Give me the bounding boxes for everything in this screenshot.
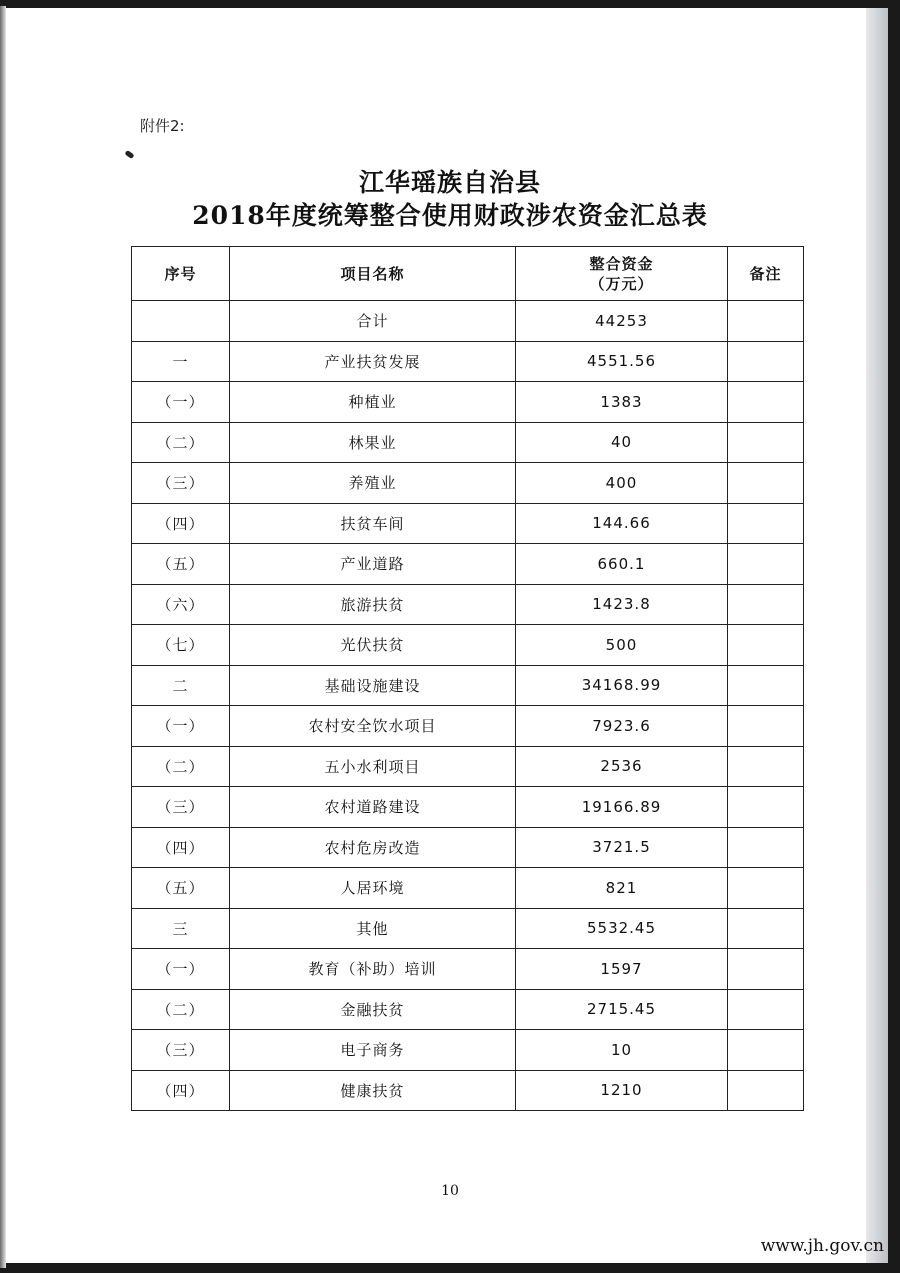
- table-row: [132, 1030, 804, 1071]
- cell-remark: [728, 422, 804, 463]
- cell-remark: [728, 341, 804, 382]
- attachment-label: 附件2:: [140, 117, 185, 135]
- table-row: [132, 382, 804, 423]
- cell-seq: （二）: [132, 422, 230, 463]
- cell-funds: 44253: [516, 301, 728, 342]
- cell-project-name: 种植业: [230, 382, 516, 423]
- table-row: [132, 1070, 804, 1111]
- table-row: [132, 908, 804, 949]
- page-number: 10: [441, 1183, 459, 1199]
- cell-project-name: 养殖业: [230, 463, 516, 504]
- cell-seq: 二: [132, 665, 230, 706]
- cell-project-name: 农村道路建设: [230, 787, 516, 828]
- cell-funds: 2715.45: [516, 989, 728, 1030]
- document-title-line1: 江华瑶族自治县: [358, 168, 541, 197]
- cell-funds: 2536: [516, 746, 728, 787]
- cell-seq: （二）: [132, 746, 230, 787]
- cell-funds: 5532.45: [516, 908, 728, 949]
- table-row: [132, 665, 804, 706]
- cell-remark: [728, 908, 804, 949]
- cell-remark: [728, 463, 804, 504]
- funds-summary-table: [131, 246, 804, 1111]
- cell-project-name: 健康扶贫: [230, 1070, 516, 1111]
- cell-project-name: 光伏扶贫: [230, 625, 516, 666]
- cell-seq: 三: [132, 908, 230, 949]
- cell-remark: [728, 625, 804, 666]
- cell-funds: 10: [516, 1030, 728, 1071]
- cell-funds: 40: [516, 422, 728, 463]
- cell-seq: （三）: [132, 787, 230, 828]
- cell-seq: （三）: [132, 1030, 230, 1071]
- table-row: [132, 301, 804, 342]
- table-row: [132, 625, 804, 666]
- cell-project-name: 电子商务: [230, 1030, 516, 1071]
- cell-project-name: 产业扶贫发展: [230, 341, 516, 382]
- cell-project-name: 教育（补助）培训: [230, 949, 516, 990]
- cell-remark: [728, 382, 804, 423]
- cell-seq: （四）: [132, 1070, 230, 1111]
- cell-funds: 821: [516, 868, 728, 909]
- cell-remark: [728, 949, 804, 990]
- header-funds: [516, 247, 728, 301]
- cell-seq: 一: [132, 341, 230, 382]
- cell-funds: 19166.89: [516, 787, 728, 828]
- table-row: [132, 422, 804, 463]
- table-row: [132, 827, 804, 868]
- cell-funds: 1597: [516, 949, 728, 990]
- cell-remark: [728, 301, 804, 342]
- cell-project-name: 五小水利项目: [230, 746, 516, 787]
- cell-funds: 1423.8: [516, 584, 728, 625]
- cell-seq: （二）: [132, 989, 230, 1030]
- cell-remark: [728, 989, 804, 1030]
- cell-project-name: 产业道路: [230, 544, 516, 585]
- table-row: [132, 868, 804, 909]
- cell-project-name: 农村危房改造: [230, 827, 516, 868]
- cell-project-name: 人居环境: [230, 868, 516, 909]
- website-watermark: www.jh.gov.cn: [760, 1236, 884, 1256]
- table-row: [132, 787, 804, 828]
- table-row: [132, 341, 804, 382]
- cell-remark: [728, 746, 804, 787]
- table-row: [132, 706, 804, 747]
- header-funds-line1: 整合资金: [589, 254, 654, 273]
- cell-remark: [728, 665, 804, 706]
- table-row: [132, 989, 804, 1030]
- cell-remark: [728, 827, 804, 868]
- cell-project-name: 旅游扶贫: [230, 584, 516, 625]
- document-title-line2: 2018年度统筹整合使用财政涉农资金汇总表: [192, 201, 708, 230]
- table-row: [132, 463, 804, 504]
- cell-project-name: 金融扶贫: [230, 989, 516, 1030]
- cell-remark: [728, 1030, 804, 1071]
- cell-remark: [728, 584, 804, 625]
- header-seq: 序号: [132, 247, 230, 301]
- cell-project-name: 其他: [230, 908, 516, 949]
- cell-project-name: 农村安全饮水项目: [230, 706, 516, 747]
- table-row: [132, 544, 804, 585]
- cell-funds: 1210: [516, 1070, 728, 1111]
- cell-seq: （七）: [132, 625, 230, 666]
- cell-project-name: 合计: [230, 301, 516, 342]
- cell-funds: 1383: [516, 382, 728, 423]
- cell-funds: 4551.56: [516, 341, 728, 382]
- cell-project-name: 基础设施建设: [230, 665, 516, 706]
- header-project-name: 项目名称: [230, 247, 516, 301]
- cell-seq: （四）: [132, 503, 230, 544]
- header-funds-line2: （万元）: [589, 274, 654, 293]
- cell-remark: [728, 1070, 804, 1111]
- header-remark: 备注: [728, 247, 804, 301]
- cell-seq: （一）: [132, 706, 230, 747]
- cell-seq: （一）: [132, 949, 230, 990]
- cell-seq: （一）: [132, 382, 230, 423]
- cell-seq: （五）: [132, 868, 230, 909]
- cell-remark: [728, 706, 804, 747]
- cell-remark: [728, 544, 804, 585]
- cell-seq: （三）: [132, 463, 230, 504]
- cell-seq: （六）: [132, 584, 230, 625]
- cell-remark: [728, 868, 804, 909]
- table-row: [132, 584, 804, 625]
- cell-seq: （五）: [132, 544, 230, 585]
- cell-project-name: 扶贫车间: [230, 503, 516, 544]
- table-header-row: [132, 247, 804, 301]
- cell-remark: [728, 787, 804, 828]
- cell-funds: 660.1: [516, 544, 728, 585]
- cell-funds: 34168.99: [516, 665, 728, 706]
- cell-funds: 500: [516, 625, 728, 666]
- cell-project-name: 林果业: [230, 422, 516, 463]
- table-row: [132, 949, 804, 990]
- cell-funds: 7923.6: [516, 706, 728, 747]
- cell-funds: 3721.5: [516, 827, 728, 868]
- table-row: [132, 746, 804, 787]
- cell-seq: （四）: [132, 827, 230, 868]
- cell-funds: 144.66: [516, 503, 728, 544]
- cell-remark: [728, 503, 804, 544]
- cell-seq: [132, 301, 230, 342]
- cell-funds: 400: [516, 463, 728, 504]
- table-row: [132, 503, 804, 544]
